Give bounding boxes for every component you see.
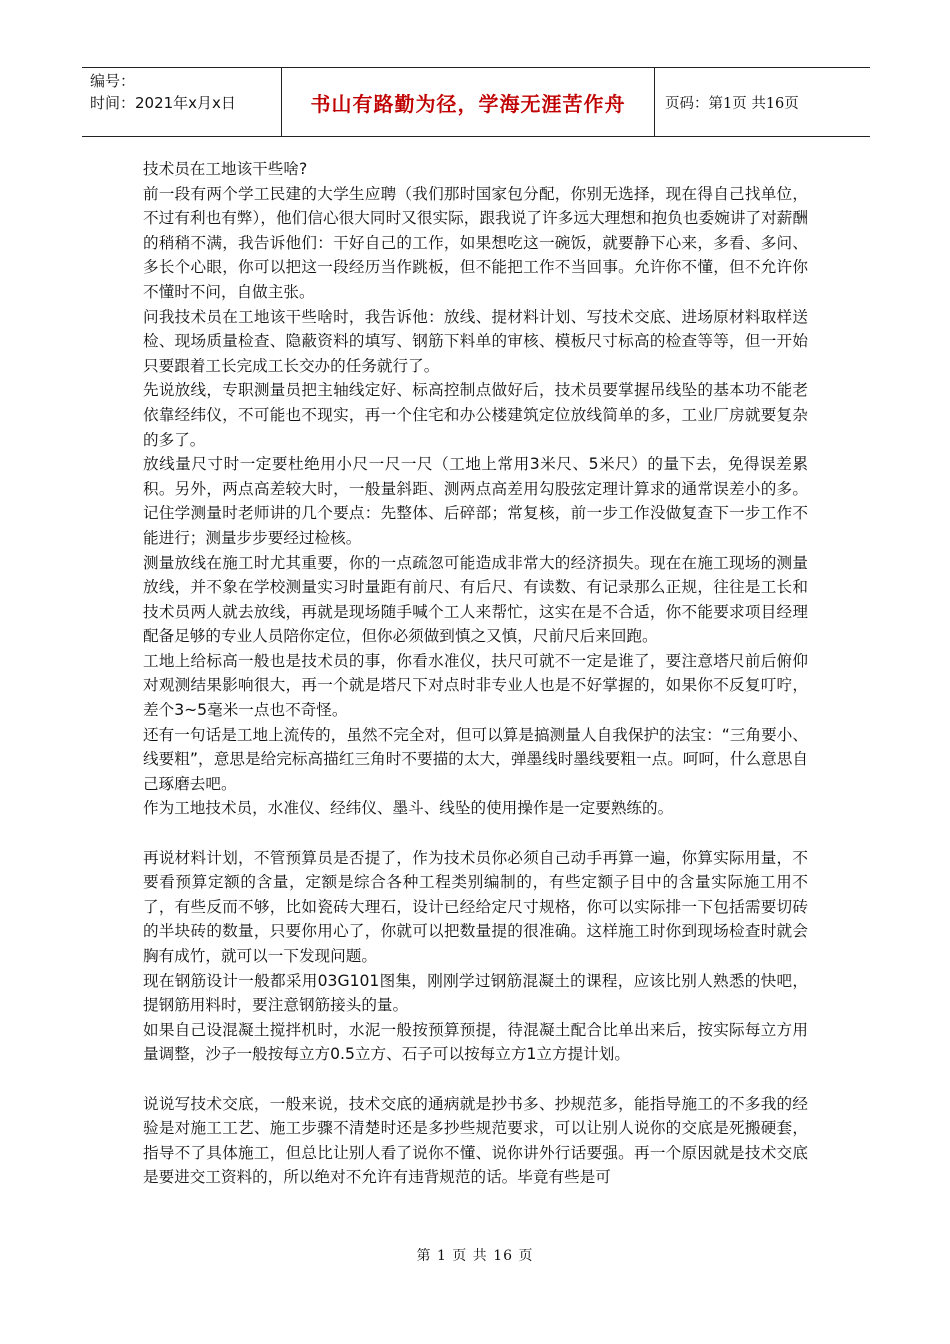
- paragraph: 再说材料计划，不管预算员是否提了，作为技术员你必须自己动手再算一遍，你算实际用量，不要看预算定额的含量，定额是综合各种工程类别编制的，有些定额子目中的含量实际施工用不了，有些反而不够，比如瓷砖大理石，设计已经给定尺寸规格，你可以实际排一下包括需要切砖的半块砖的数量，只要你用心了，你就可以把数量提的很准确。这样施工时你到现场检查时就会胸有成竹，就可以一下发现问题。: [143, 848, 808, 965]
- page-footer: 第 1 页 共 16 页: [416, 1248, 534, 1264]
- page-header: [82, 67, 870, 137]
- paragraph-spacer: [143, 1067, 808, 1092]
- paragraph: 说说写技术交底，一般来说，技术交底的通病就是抄书多、抄规范多，能指导施工的不多我的经验是对施工工艺、施工步骤不清楚时还是多抄些规范要求，可以让别人说你的交底是死搬硬套，指导不了具体施工，但总比让别人看了说你不懂、说你讲外行话要强。再一个原因就是技术交底是要进交工资料的，所以绝对不允许有违背规范的话。毕竟有些是可: [143, 1094, 808, 1187]
- paragraph: 测量放线在施工时尤其重要，你的一点疏忽可能造成非常大的经济损失。现在在施工现场的测量放线，并不象在学校测量实习时量距有前尺、有后尺、有读数、有记录那么正规，往往是工长和技术员两人就去放线，再就是现场随手喊个工人来帮忙，这实在是不合适，你不能要求项目经理配备足够的专业人员陪你定位，但你必须做到慎之又慎，尺前尺后来回跑。: [143, 553, 808, 646]
- doc-number-label: 编号：: [90, 72, 136, 90]
- header-page-info: 页码：第1页 共16页: [665, 95, 799, 112]
- paragraph: 放线量尺寸时一定要杜绝用小尺一尺一尺（工地上常用3米尺、5米尺）的量下去，免得误差累积。另外，两点高差较大时，一般量斜距、测两点高差用勾股弦定理计算求的通常误差小的多。记住学测量时老师讲的几个要点：先整体、后碎部；常复核，前一步工作没做复查下一步工作不能进行；测量步步要经过检核。: [143, 455, 808, 547]
- header-page-cell: [655, 68, 870, 136]
- header-meta: [82, 68, 282, 136]
- paragraph: 还有一句话是工地上流传的，虽然不完全对，但可以算是搞测量人自我保护的法宝：“三角要小、线要粗”，意思是给完标高描红三角时不要描的太大，弹墨线时墨线要粗一点。呵呵，什么意思自己琢磨去吧。: [143, 725, 808, 793]
- header-motto: 书山有路勤为径，学海无涯苦作舟: [310, 91, 626, 116]
- doc-title: 技术员在工地该干些啥?: [143, 160, 308, 178]
- doc-date-label: 时间：2021年x月x日: [90, 94, 236, 112]
- header-motto-cell: [282, 68, 655, 136]
- paragraph: 问我技术员在工地该干些啥时，我告诉他：放线、提材料计划、写技术交底、进场原材料取样送检、现场质量检查、隐蔽资料的填写、钢筋下料单的审核、模板尺寸标高的检查等等，但一开始只要跟着工长完成工长交办的任务就行了。: [143, 307, 808, 375]
- document-body: [143, 157, 808, 1190]
- paragraph: 前一段有两个学工民建的大学生应聘（我们那时国家包分配，你别无选择，现在得自己找单位，不过有利也有弊），他们信心很大同时又很实际，跟我说了许多远大理想和抱负也委婉讲了对薪酬的稍稍不满，我告诉他们：干好自己的工作，如果想吃这一碗饭，就要静下心来，多看、多问、多长个心眼，你可以把这一段经历当作跳板，但不能把工作不当回事。允许你不懂，但不允许你不懂时不问，自做主张。: [143, 184, 808, 301]
- paragraph: 先说放线，专职测量员把主轴线定好、标高控制点做好后，技术员要掌握吊线坠的基本功不能老依靠经纬仪，不可能也不现实，再一个住宅和办公楼建筑定位放线简单的多，工业厂房就要复杂的多了。: [143, 381, 808, 449]
- paragraph-spacer: [143, 821, 808, 846]
- paragraph: 现在钢筋设计一般都采用03G101图集，刚刚学过钢筋混凝土的课程，应该比别人熟悉的快吧，提钢筋用料时，要注意钢筋接头的量。: [143, 971, 808, 1015]
- paragraph: 作为工地技术员，水准仪、经纬仪、墨斗、线坠的使用操作是一定要熟练的。: [143, 799, 674, 818]
- paragraph: 如果自己设混凝土搅拌机时，水泥一般按预算预提，待混凝土配合比单出来后，按实际每立方用量调整，沙子一般按每立方0.5立方、石子可以按每立方1立方提计划。: [143, 1020, 808, 1064]
- paragraph: 工地上给标高一般也是技术员的事，你看水准仪，扶尺可就不一定是谁了，要注意塔尺前后俯仰对观测结果影响很大，再一个就是塔尺下对点时非专业人也是不好掌握的，如果你不反复叮咛，差个3~5毫米一点也不奇怪。: [143, 651, 808, 720]
